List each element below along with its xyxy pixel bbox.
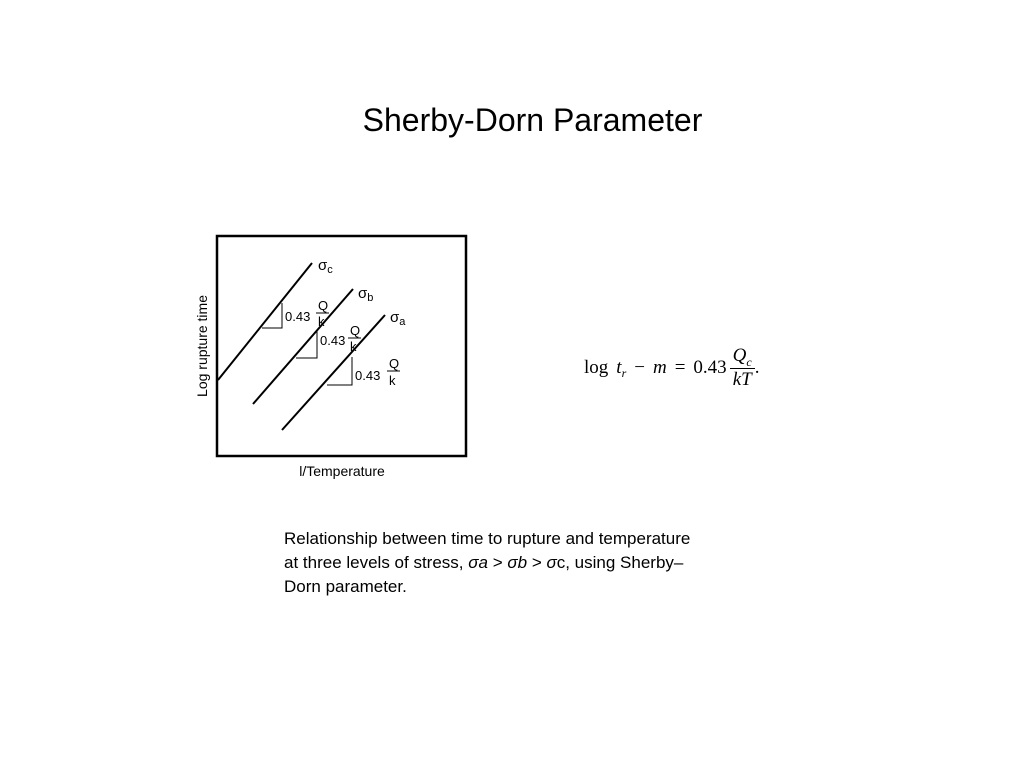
sigma-symbol: σ: [358, 285, 368, 302]
line-label-c: [318, 257, 333, 276]
slope-denominator-a: k: [389, 373, 396, 388]
slope-numerator-c: Q: [318, 298, 329, 313]
slope-numerator-b: Q: [350, 323, 361, 338]
slope-triangle-a: [327, 357, 352, 385]
y-axis-label: Log rupture time: [194, 295, 210, 397]
sigma-symbol: σ: [390, 309, 400, 326]
slope-coefficient-a: 0.43: [355, 368, 381, 383]
line-label-subscript: b: [367, 292, 374, 304]
sigma-symbol: σ: [318, 257, 328, 274]
slope-denominator-b: k: [350, 339, 357, 354]
equation-minus: −: [634, 357, 645, 378]
equation-equals: =: [674, 357, 686, 378]
figure-caption: [284, 527, 784, 599]
equation-fraction: [730, 345, 755, 391]
slope-coefficient-c: 0.43: [285, 309, 311, 324]
caption-line-1: Relationship between time to rupture and temperature: [284, 529, 691, 548]
slope-denominator-c: k: [318, 314, 325, 329]
caption-gt-2: >: [527, 553, 547, 572]
caption-gt-1: >: [487, 553, 508, 572]
equation-q: Q: [732, 345, 747, 366]
rupture-time-diagram: [180, 225, 480, 485]
slope-triangle-c: [262, 303, 282, 328]
slide-title: Sherby-Dorn Parameter: [362, 102, 703, 138]
line-label-subscript: c: [327, 264, 333, 276]
equation-denominator: kT: [732, 369, 752, 390]
caption-line-2-start: at three levels of stress,: [284, 553, 469, 572]
equation-q-subscript: c: [746, 355, 752, 369]
equation-t: t: [616, 357, 622, 378]
equation-numerator: [730, 345, 755, 369]
equation-t-subscript: r: [621, 365, 627, 380]
x-axis-label: l/Temperature: [299, 463, 385, 479]
sherby-dorn-equation: [584, 344, 759, 392]
line-label-subscript: a: [399, 316, 406, 328]
caption-sigma-a: σa: [468, 553, 488, 572]
line-label-a: [390, 309, 406, 328]
caption-sigma-c-letter: c: [556, 553, 566, 572]
slope-numerator-a: Q: [389, 356, 400, 371]
equation-log: log: [584, 357, 609, 378]
line-label-b: [358, 285, 373, 304]
equation-m: m: [652, 357, 667, 378]
equation-period: .: [754, 357, 760, 378]
caption-sigma-b: σb: [507, 553, 528, 572]
diagram-svg: [180, 225, 480, 485]
caption-line-3: Dorn parameter.: [284, 577, 407, 596]
caption-sigma-c-symbol: σ: [546, 553, 557, 572]
slope-coefficient-b: 0.43: [320, 333, 346, 348]
caption-line-2-end: , using Sherby–: [565, 553, 684, 572]
equation-coefficient: 0.43: [693, 357, 727, 378]
